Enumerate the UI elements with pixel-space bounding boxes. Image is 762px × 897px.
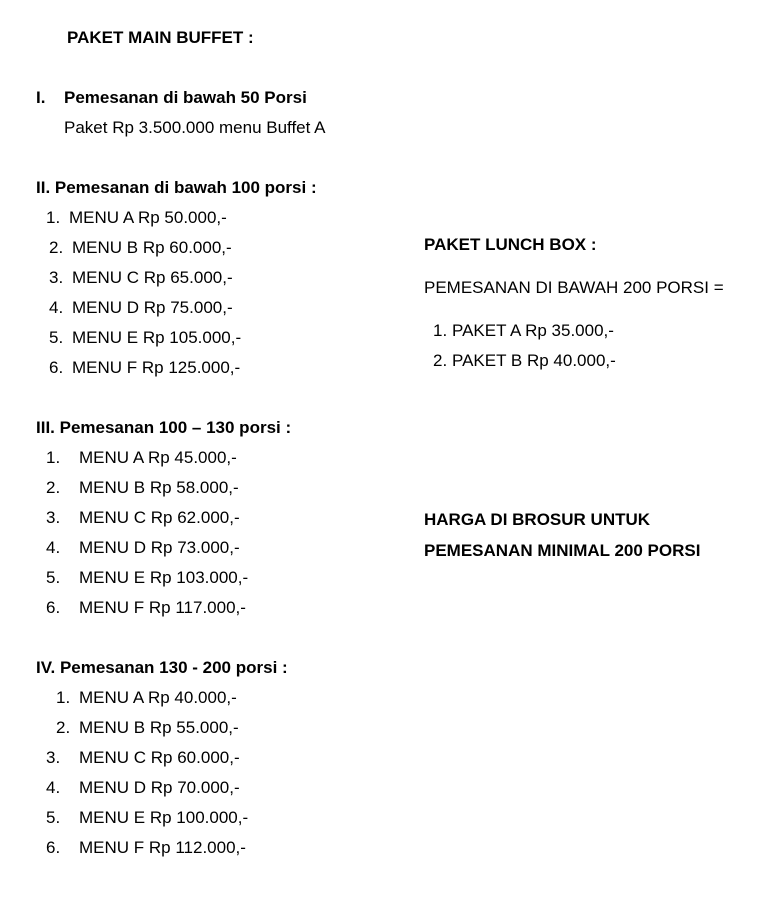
item-text: MENU D Rp 75.000,- — [72, 298, 233, 317]
section-4-item — [46, 748, 240, 768]
item-number: 4. — [46, 538, 61, 557]
note-line-2: PEMESANAN MINIMAL 200 PORSI — [424, 541, 701, 560]
lunch-box-heading: PAKET LUNCH BOX : — [424, 235, 597, 254]
section-4-item — [56, 718, 239, 738]
item-number: 3. — [46, 508, 61, 527]
section-3-item — [46, 598, 246, 618]
item-text: MENU D Rp 70.000,- — [79, 778, 240, 797]
item-text: MENU E Rp 103.000,- — [79, 568, 249, 587]
item-text: PAKET B Rp 40.000,- — [452, 351, 616, 370]
item-number: 6. — [46, 598, 61, 617]
item-text: MENU F Rp 125.000,- — [72, 358, 241, 377]
section-4-item — [46, 808, 248, 828]
section-4-heading: IV. Pemesanan 130 - 200 porsi : — [36, 658, 288, 677]
section-1-heading-text: Pemesanan di bawah 50 Porsi — [64, 88, 307, 107]
lunch-box-subheading: PEMESANAN DI BAWAH 200 PORSI = — [424, 278, 724, 297]
item-text: MENU D Rp 73.000,- — [79, 538, 240, 557]
section-4-item — [46, 778, 240, 798]
item-text: MENU E Rp 100.000,- — [79, 808, 249, 827]
item-number: 2. — [433, 351, 448, 370]
item-text: MENU A Rp 50.000,- — [69, 208, 227, 227]
section-3-item — [46, 568, 248, 588]
item-text: MENU E Rp 105.000,- — [72, 328, 242, 347]
section-1-number: I. — [36, 88, 46, 107]
note-line-1: HARGA DI BROSUR UNTUK — [424, 510, 651, 529]
item-number: 3. — [49, 268, 64, 287]
section-2-item — [49, 268, 233, 288]
item-text: MENU F Rp 117.000,- — [79, 598, 246, 617]
item-number: 5. — [46, 808, 61, 827]
section-4-item — [56, 688, 237, 708]
section-4-item — [46, 838, 246, 858]
section-2-heading: II. Pemesanan di bawah 100 porsi : — [36, 178, 317, 197]
item-number: 1. — [46, 448, 61, 467]
item-number: 5. — [49, 328, 64, 347]
section-3-item — [46, 478, 239, 498]
item-number: 2. — [46, 478, 61, 497]
item-text: MENU A Rp 40.000,- — [79, 688, 237, 707]
item-text: MENU B Rp 55.000,- — [79, 718, 239, 737]
section-2-item — [49, 328, 241, 348]
section-3-item — [46, 538, 240, 558]
section-2-item — [49, 358, 240, 378]
item-number: 1. — [46, 208, 61, 227]
section-2-item — [49, 298, 233, 318]
item-number: 5. — [46, 568, 61, 587]
section-2-item — [46, 208, 227, 228]
section-3-item — [46, 508, 240, 528]
section-2-item — [49, 238, 232, 258]
item-number: 1. — [56, 688, 71, 707]
item-text: MENU C Rp 62.000,- — [79, 508, 240, 527]
item-number: 3. — [46, 748, 61, 767]
item-number: 6. — [49, 358, 64, 377]
section-1-detail: Paket Rp 3.500.000 menu Buffet A — [64, 118, 326, 137]
item-text: MENU A Rp 45.000,- — [79, 448, 237, 467]
item-number: 1. — [433, 321, 448, 340]
lunch-box-item — [433, 351, 616, 371]
item-text: MENU B Rp 60.000,- — [72, 238, 232, 257]
item-number: 2. — [49, 238, 64, 257]
section-1-heading — [36, 88, 307, 108]
item-text: MENU F Rp 112.000,- — [79, 838, 246, 857]
page-title: PAKET MAIN BUFFET : — [67, 28, 254, 47]
item-text: MENU C Rp 60.000,- — [79, 748, 240, 767]
item-text: MENU C Rp 65.000,- — [72, 268, 233, 287]
item-number: 4. — [46, 778, 61, 797]
item-text: PAKET A Rp 35.000,- — [452, 321, 614, 340]
item-number: 4. — [49, 298, 64, 317]
lunch-box-item — [433, 321, 614, 341]
section-3-heading: III. Pemesanan 100 – 130 porsi : — [36, 418, 292, 437]
item-text: MENU B Rp 58.000,- — [79, 478, 239, 497]
item-number: 2. — [56, 718, 71, 737]
item-number: 6. — [46, 838, 61, 857]
section-3-item — [46, 448, 237, 468]
